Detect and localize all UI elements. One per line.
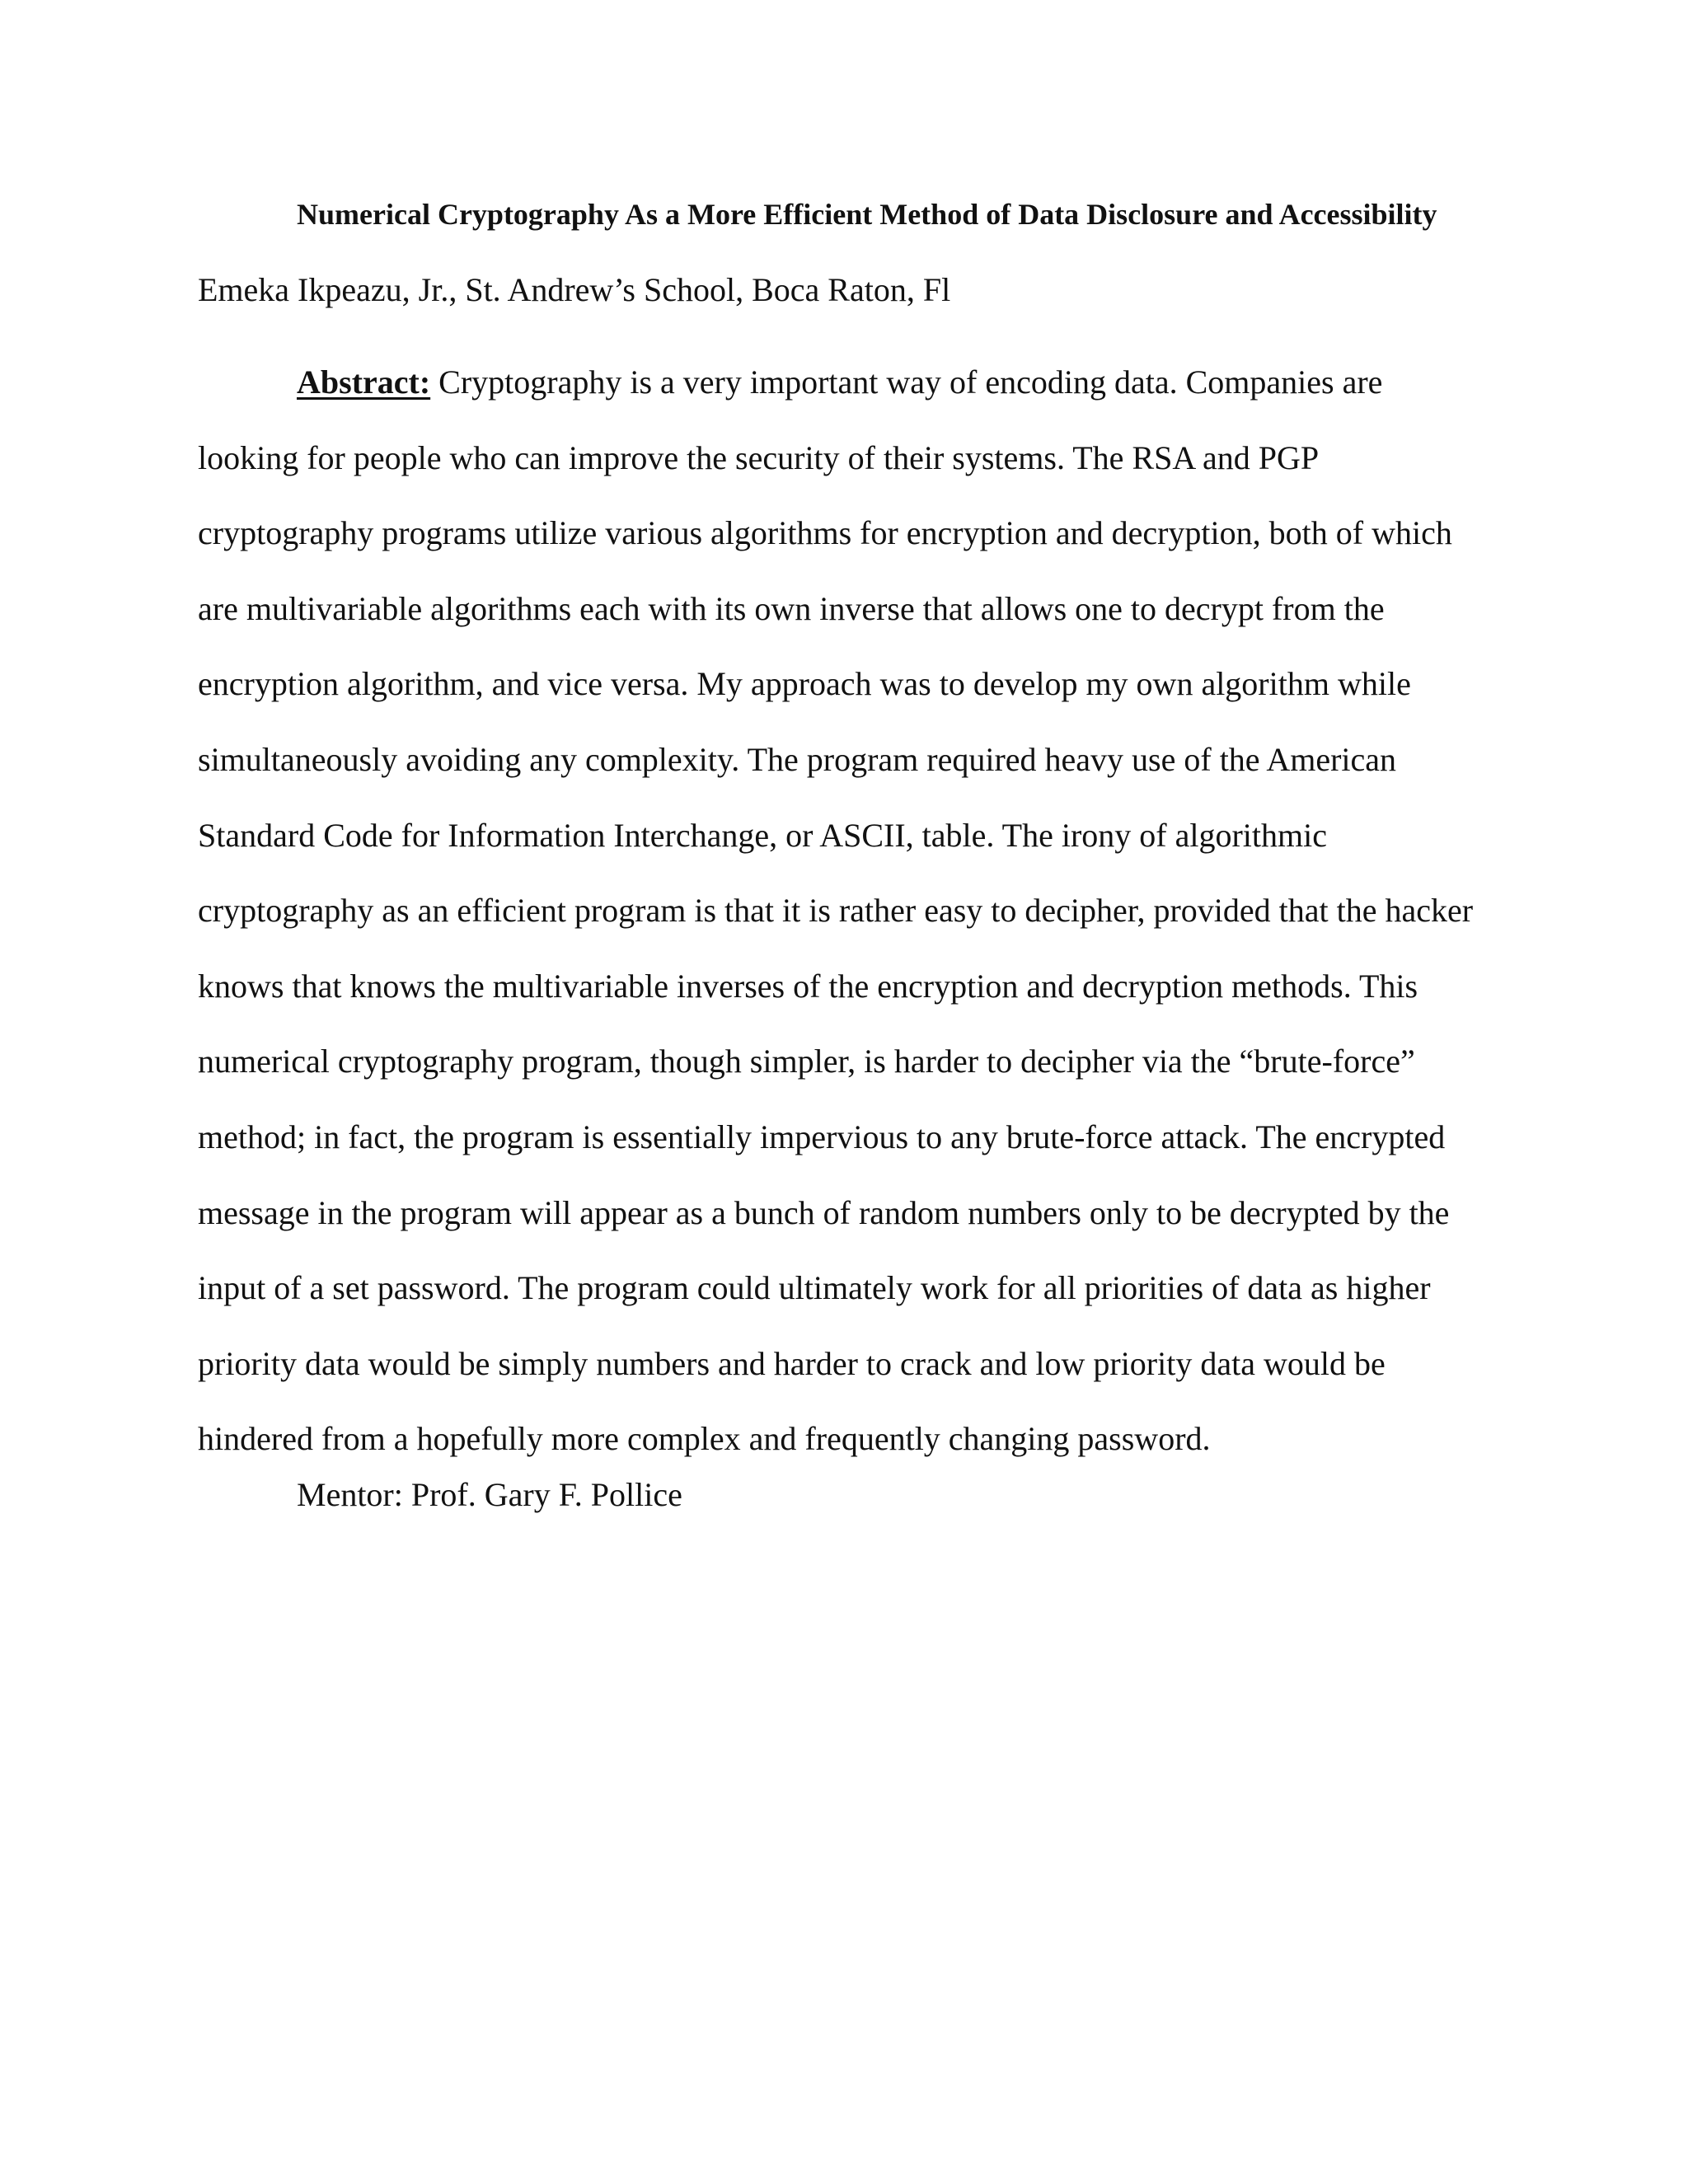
abstract-line-text: Cryptography is a very important way of encoding data. Companies are: [438, 363, 1383, 401]
abstract-line: cryptography as an efficient program is that it is rather easy to decipher, provided that the hacker: [198, 892, 1474, 930]
abstract-body: [198, 344, 1492, 1477]
abstract-line: [198, 344, 1492, 420]
abstract-line: priority data would be simply numbers and harder to crack and low priority data would be: [198, 1344, 1386, 1382]
paper-title: Numerical Cryptography As a More Efficient Method of Data Disclosure and Accessibility: [297, 198, 1437, 231]
abstract-line: are multivariable algorithms each with its own inverse that allows one to decrypt from the: [198, 589, 1385, 627]
abstract-line: cryptography programs utilize various algorithms for encryption and decryption, both of which: [198, 514, 1452, 552]
mentor-line: Mentor: Prof. Gary F. Pollice: [297, 1476, 682, 1513]
abstract-line: knows that knows the multivariable inverses of the encryption and decryption methods. This: [198, 967, 1418, 1005]
abstract-line: message in the program will appear as a bunch of random numbers only to be decrypted by the: [198, 1193, 1450, 1231]
abstract-line: looking for people who can improve the security of their systems. The RSA and PGP: [198, 438, 1320, 476]
abstract-label: Abstract:: [297, 363, 431, 401]
abstract-line: numerical cryptography program, though simpler, is harder to decipher via the “brute-force”: [198, 1043, 1415, 1080]
abstract-line: hindered from a hopefully more complex and frequently changing password.: [198, 1420, 1211, 1458]
abstract-line: method; in fact, the program is essentially impervious to any brute-force attack. The encrypted: [198, 1118, 1446, 1155]
abstract-line: simultaneously avoiding any complexity. The program required heavy use of the American: [198, 740, 1397, 778]
author-affiliation: Emeka Ikpeazu, Jr., St. Andrew’s School, Boca Raton, Fl: [198, 271, 951, 308]
abstract-line: input of a set password. The program could ultimately work for all priorities of data as higher: [198, 1269, 1431, 1307]
abstract-line: Standard Code for Information Interchange, or ASCII, table. The irony of algorithmic: [198, 816, 1327, 854]
abstract-line: encryption algorithm, and vice versa. My approach was to develop my own algorithm while: [198, 665, 1411, 703]
